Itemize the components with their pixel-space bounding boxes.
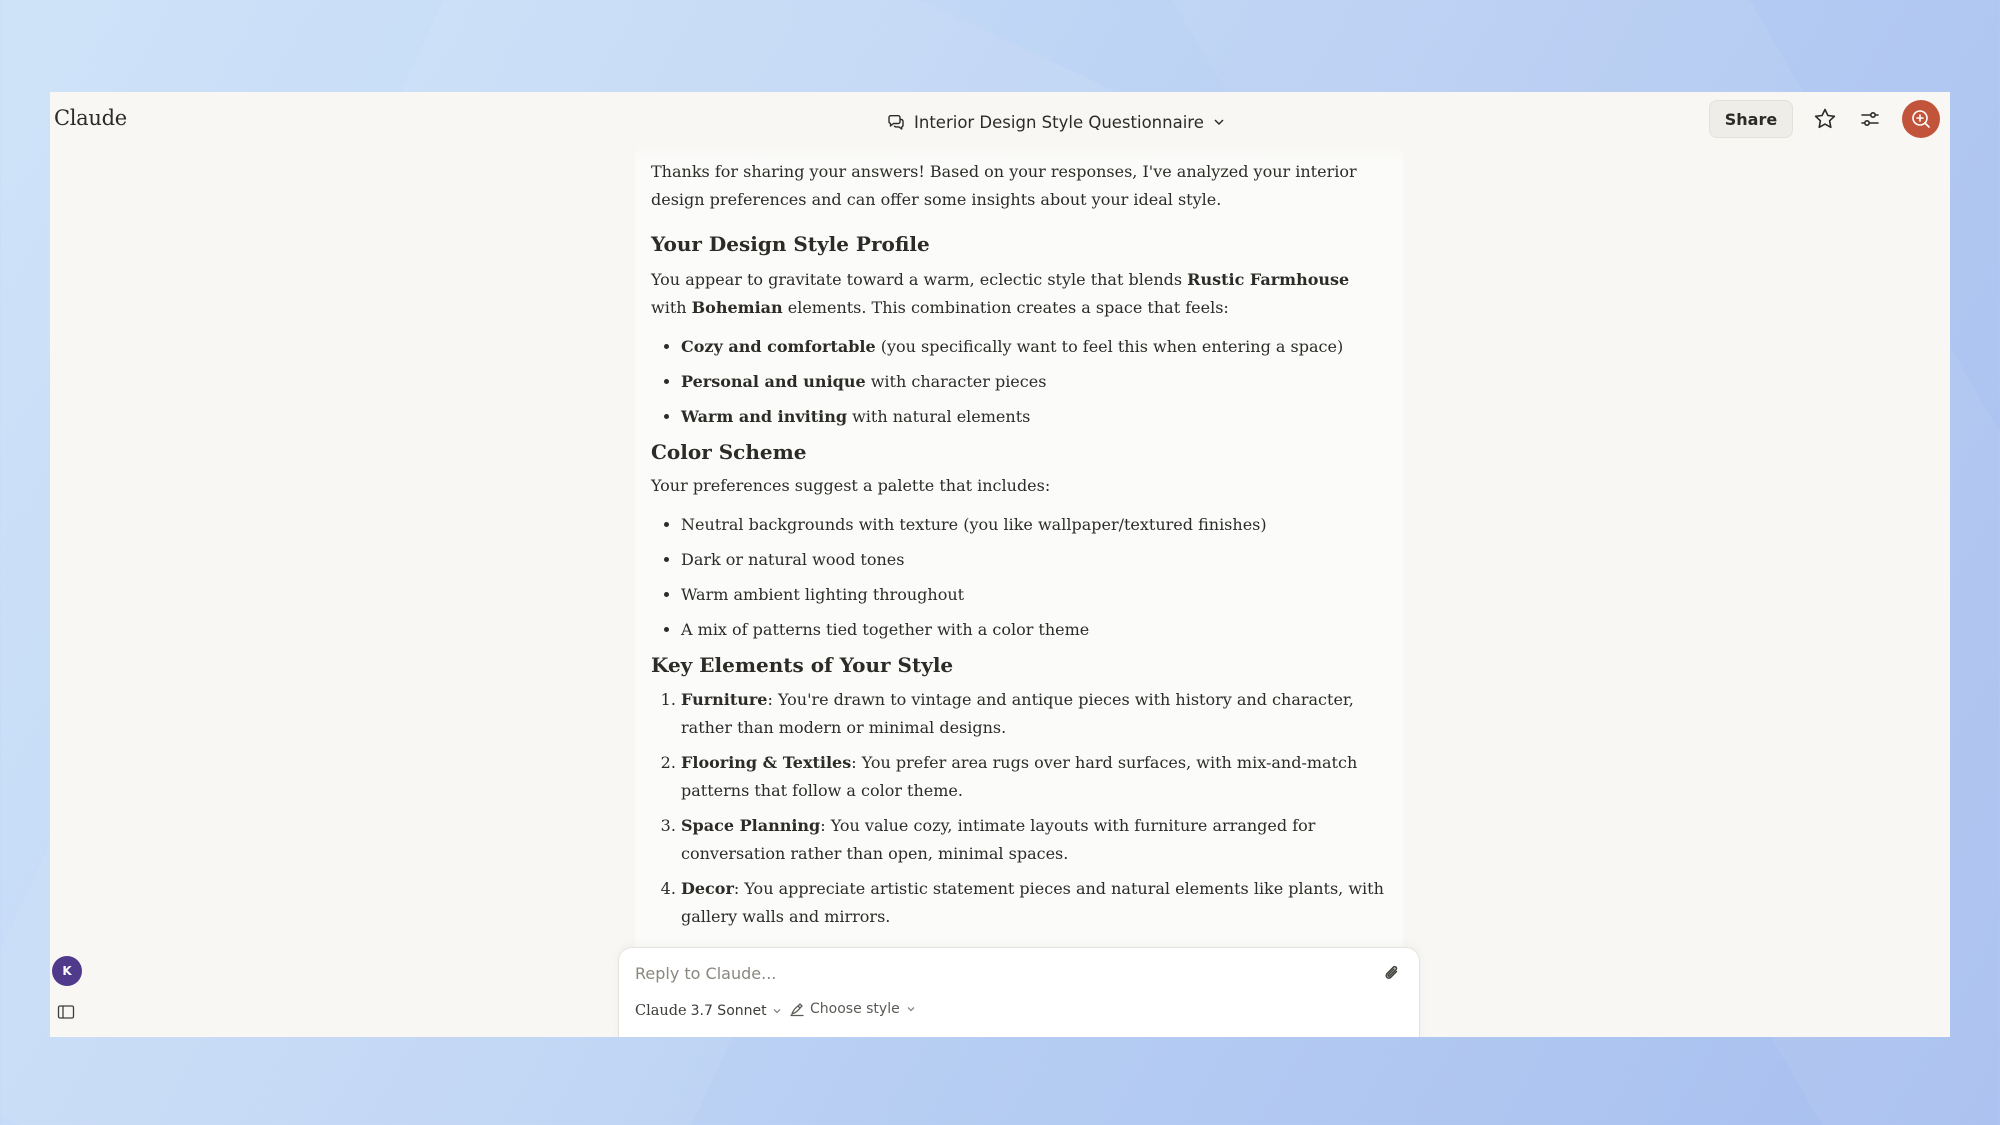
pen-icon	[789, 1001, 805, 1017]
list-item: • Personal and unique with character pieces	[681, 368, 1387, 396]
list-item: • Warm ambient lighting throughout	[681, 581, 1387, 609]
key-elements-list	[651, 686, 1387, 931]
heading-design-style-profile: Your Design Style Profile	[651, 232, 930, 256]
list-item: • Warm and inviting with natural elements	[681, 403, 1387, 431]
model-name: Claude	[635, 1003, 687, 1019]
style-label: Choose style	[810, 1001, 900, 1017]
sliders-icon[interactable]	[1857, 106, 1883, 132]
profile-paragraph: You appear to gravitate toward a warm, eclectic style that blends Rustic Farmhouse with Bohemian elements. This combination creates a space that feels:	[651, 270, 1350, 317]
list-item: • Neutral backgrounds with texture (you like wallpaper/textured finishes)	[681, 511, 1387, 539]
color-paragraph: Your preferences suggest a palette that includes:	[651, 476, 1051, 495]
list-item: • Dark or natural wood tones	[681, 546, 1387, 574]
chevron-down-icon	[771, 1005, 783, 1017]
profile-list	[651, 333, 1387, 431]
assistant-message	[635, 144, 1403, 1037]
scroll-fade	[635, 144, 1403, 162]
chevron-down-icon	[1212, 115, 1226, 129]
list-item: • Cozy and comfortable (you specifically want to feel this when entering a space)	[681, 333, 1387, 361]
style-selector[interactable]	[789, 1001, 917, 1017]
list-item: 2. Flooring & Textiles: You prefer area rugs over hard surfaces, with mix-and-match patterns that follow a color theme.	[681, 749, 1387, 805]
claude-logo[interactable]: Claude	[54, 106, 127, 130]
sidebar-toggle-icon[interactable]	[57, 1004, 75, 1020]
message-intro: Thanks for sharing your answers! Based on your responses, I've analyzed your interior design preferences and can offer some insights about your ideal style.	[651, 162, 1357, 209]
claude-avatar-icon[interactable]	[1902, 100, 1940, 138]
chat-icon	[886, 112, 906, 132]
heading-color-scheme: Color Scheme	[651, 440, 807, 464]
chevron-down-icon	[905, 1003, 917, 1015]
list-item: 4. Decor: You appreciate artistic statement pieces and natural elements like plants, with gallery walls and mirrors.	[681, 875, 1387, 931]
star-icon[interactable]	[1812, 106, 1838, 132]
chat-title: Interior Design Style Questionnaire	[914, 112, 1204, 132]
color-list	[651, 511, 1387, 644]
heading-key-elements: Key Elements of Your Style	[651, 653, 954, 677]
app-window	[50, 92, 1950, 1037]
reply-composer	[618, 947, 1420, 1037]
list-item: 3. Space Planning: You value cozy, intimate layouts with furniture arranged for conversation rather than open, minimal spaces.	[681, 812, 1387, 868]
chat-title-button[interactable]	[886, 108, 1226, 136]
list-item: • A mix of patterns tied together with a color theme	[681, 616, 1387, 644]
share-button[interactable]: Share	[1709, 100, 1793, 138]
paperclip-icon[interactable]	[1381, 962, 1403, 984]
reply-input[interactable]	[635, 960, 1335, 986]
model-selector[interactable]	[635, 1003, 783, 1019]
list-item: 1. Furniture: You're drawn to vintage and antique pieces with history and character, rather than modern or minimal designs.	[681, 686, 1387, 742]
model-version: 3.7 Sonnet	[690, 1003, 767, 1019]
user-avatar[interactable]: K	[52, 956, 82, 986]
